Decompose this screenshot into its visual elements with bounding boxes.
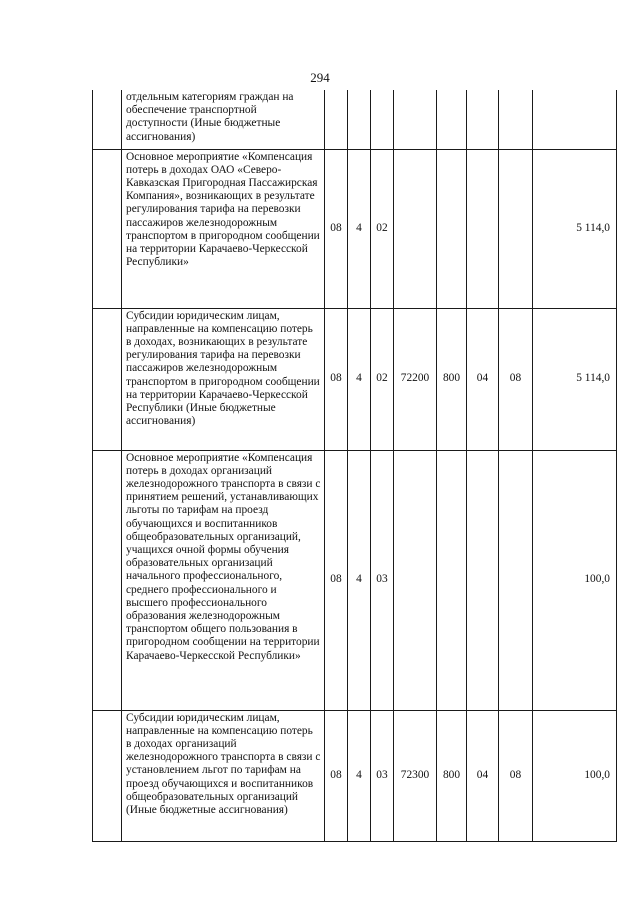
table-row [93,710,617,841]
code-cell [437,90,467,149]
amount-cell: 5 114,0 [533,308,617,450]
row-number-cell [93,90,122,149]
code-cell: 4 [348,308,371,450]
code-cell [499,450,533,710]
code-cell: 800 [437,710,467,841]
table-row [93,308,617,450]
code-cell: 72200 [394,308,437,450]
description-cell: Основное мероприятие «Компенсация потерь в доходах организаций железнодорожного транспорта в связи с принятием решений, устанавливающих льготы по тарифам на проезд обучающихся и воспитанников общеобразовательных организаций, учащихся очной формы обучения образовательных организаций начального профессионального, среднего профессионального и высшего профессионального образования железнодорожным транспортом общего пользования в пригородном сообщении на территории Карачаево-Черкесской Республики» [122,450,325,710]
code-cell [325,90,348,149]
code-cell [499,90,533,149]
code-cell [467,90,499,149]
code-cell: 03 [371,710,394,841]
amount-cell: 100,0 [533,710,617,841]
table-row [93,149,617,308]
code-cell: 4 [348,710,371,841]
description-cell: Основное мероприятие «Компенсация потерь в доходах ОАО «Северо-Кавказская Пригородная Пассажирская Компания», возникающих в результате регулирования тарифа на перевозки пассажиров железнодорожным транспортом в пригородном сообщении на территории Карачаево-Черкесской Республики» [122,149,325,308]
code-cell [437,149,467,308]
code-cell: 03 [371,450,394,710]
code-cell [499,149,533,308]
code-cell [394,450,437,710]
code-cell [467,149,499,308]
code-cell: 02 [371,149,394,308]
row-number-cell [93,450,122,710]
table-row [93,450,617,710]
code-cell [394,90,437,149]
code-cell: 04 [467,308,499,450]
code-cell [348,90,371,149]
code-cell: 08 [499,710,533,841]
code-cell: 02 [371,308,394,450]
code-cell: 08 [325,308,348,450]
description-cell: Субсидии юридическим лицам, направленные на компенсацию потерь в доходах, возникающих в результате регулирования тарифа на перевозки пассажиров железнодорожным транспортом в пригородном сообщении на территории Карачаево-Черкесской Республики (Иные бюджетные ассигнования) [122,308,325,450]
row-number-cell [93,308,122,450]
amount-cell: 100,0 [533,450,617,710]
page-number: 294 [310,70,330,85]
budget-table [92,90,617,842]
code-cell: 72300 [394,710,437,841]
table-row [93,90,617,149]
code-cell: 4 [348,149,371,308]
code-cell [394,149,437,308]
description-cell: Субсидии юридическим лицам, направленные на компенсацию потерь в доходах организаций железнодорожного транспорта в связи с установлением льгот по тарифам на проезд обучающихся и воспитанников общеобразовательных организаций (Иные бюджетные ассигнования) [122,710,325,841]
row-number-cell [93,149,122,308]
description-cell: отдельным категориям граждан на обеспечение транспортной доступности (Иные бюджетные ассигнования) [122,90,325,149]
code-cell: 08 [325,710,348,841]
amount-cell: 5 114,0 [533,149,617,308]
code-cell: 04 [467,710,499,841]
amount-cell [533,90,617,149]
code-cell: 800 [437,308,467,450]
code-cell: 4 [348,450,371,710]
row-number-cell [93,710,122,841]
code-cell [371,90,394,149]
code-cell: 08 [325,450,348,710]
code-cell [467,450,499,710]
code-cell: 08 [499,308,533,450]
code-cell [437,450,467,710]
code-cell: 08 [325,149,348,308]
